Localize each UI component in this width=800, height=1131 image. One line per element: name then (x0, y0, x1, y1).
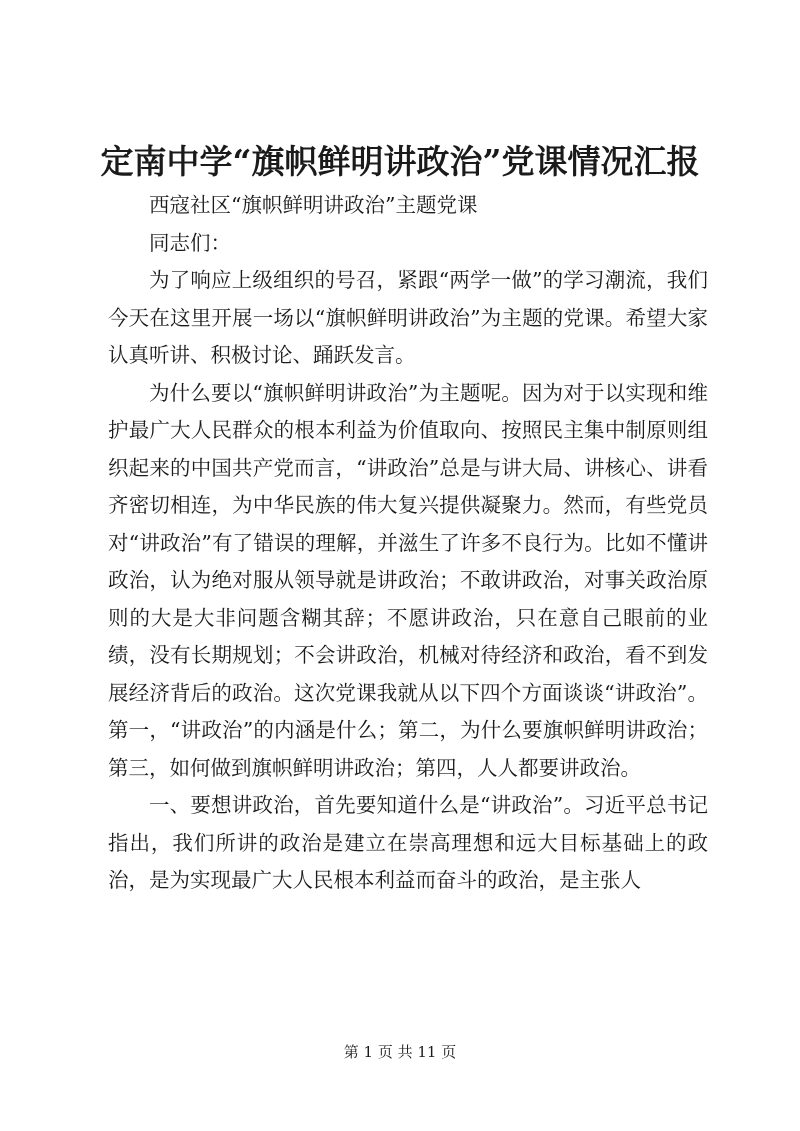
document-title: 定南中学“旗帜鲜明讲政治”党课情况汇报 (100, 142, 700, 181)
page-number-footer: 第 1 页 共 11 页 (343, 1043, 457, 1061)
document-body (108, 187, 708, 900)
reason-paragraph: 为什么要以“旗帜鲜明讲政治”为主题呢。因为对于以实现和维护最广大人民群众的根本利益为价值取向、按照民主集中制原则组织起来的中国共产党而言，“讲政治”总是与讲大局、讲核心、讲看齐密切相连，为中华民族的伟大复兴提供凝聚力。然而，有些党员对“讲政治”有了错误的理解，并滋生了许多不良行为。比如不懂讲政治，认为绝对服从领导就是讲政治；不敢讲政治，对事关政治原则的大是大非问题含糊其辞；不愿讲政治，只在意自己眼前的业绩，没有长期规划；不会讲政治，机械对待经济和政治，看不到发展经济背后的政治。这次党课我就从以下四个方面谈谈“讲政治”。第一，“讲政治”的内涵是什么；第二，为什么要旗帜鲜明讲政治；第三，如何做到旗帜鲜明讲政治；第四，人人都要讲政治。 (108, 380, 708, 780)
intro-paragraph: 为了响应上级组织的号召，紧跟“两学一做”的学习潮流，我们今天在这里开展一场以“旗帜鲜明讲政治”为主题的党课。希望大家认真听讲、积极讨论、踊跃发言。 (108, 268, 708, 367)
subtitle-paragraph: 西寇社区“旗帜鲜明讲政治”主题党课 (149, 193, 478, 217)
salutation-paragraph: 同志们： (149, 230, 231, 255)
section-one-paragraph: 一、要想讲政治，首先要知道什么是“讲政治”。习近平总书记指出，我们所讲的政治是建立在崇高理想和远大目标基础上的政治，是为实现最广大人民根本利益而奋斗的政治，是主张人 (108, 793, 708, 892)
